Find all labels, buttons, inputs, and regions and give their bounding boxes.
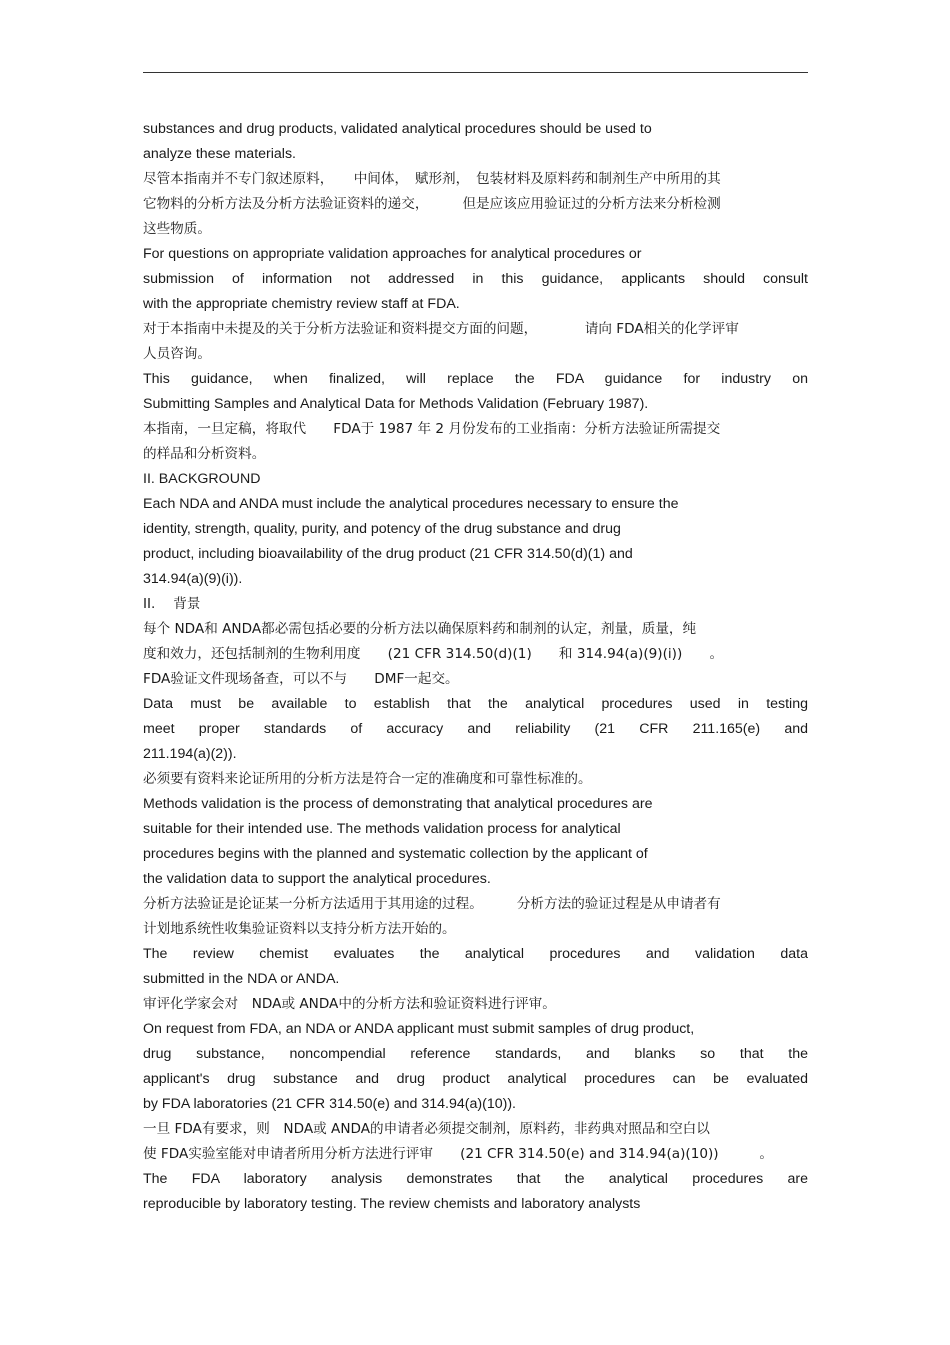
paragraph-line-zh: 必须要有资料来论证所用的分析方法是符合一定的准确度和可靠性标准的。 bbox=[143, 771, 592, 787]
paragraph-line-en: analyze these materials. bbox=[143, 146, 296, 162]
paragraph-line-en: submission of information not addressed in this guidance, applicants should consult bbox=[143, 271, 808, 287]
paragraph-line-en: product, including bioavailability of the drug product (21 CFR 314.50(d)(1) and bbox=[143, 546, 633, 562]
paragraph-line-zh: 尽管本指南并不专门叙述原料， 中间体， 赋形剂， 包装材料及原料药和制剂生产中所用的其 bbox=[143, 171, 721, 187]
paragraph-line-en: The review chemist evaluates the analytical procedures and validation data bbox=[143, 946, 808, 962]
paragraph-line-en: with the appropriate chemistry review staff at FDA. bbox=[143, 296, 460, 312]
paragraph-line-zh: 这些物质。 bbox=[143, 221, 211, 237]
paragraph-line-zh: FDA验证文件现场备查，可以不与 DMF一起交。 bbox=[143, 671, 459, 687]
paragraph-line-zh: 每个 NDA和 ANDA都必需包括必要的分析方法以确保原料药和制剂的认定，剂量，质量，纯 bbox=[143, 621, 697, 637]
paragraph-line-en: the validation data to support the analytical procedures. bbox=[143, 871, 491, 887]
paragraph-line-en: Each NDA and ANDA must include the analytical procedures necessary to ensure the bbox=[143, 496, 679, 512]
paragraph-line-zh: 的样品和分析资料。 bbox=[143, 446, 266, 462]
paragraph-line-en: by FDA laboratories (21 CFR 314.50(e) and 314.94(a)(10)). bbox=[143, 1096, 516, 1112]
paragraph-line-en: meet proper standards of accuracy and reliability (21 CFR 211.165(e) and bbox=[143, 721, 808, 737]
paragraph-line-zh: 人员咨询。 bbox=[143, 346, 211, 362]
paragraph-line-en: The FDA laboratory analysis demonstrates that the analytical procedures are bbox=[143, 1171, 808, 1187]
paragraph-line-zh: 对于本指南中未提及的关于分析方法验证和资料提交方面的问题， 请向 FDA相关的化学评审 bbox=[143, 321, 739, 337]
paragraph-line-zh: II. 背景 bbox=[143, 596, 201, 612]
paragraph-line-en: For questions on appropriate validation approaches for analytical procedures or bbox=[143, 246, 642, 262]
paragraph-line-zh: 度和效力，还包括制剂的生物利用度 (21 CFR 314.50(d)(1) 和 314.94(a)(9)(i)) 。 bbox=[143, 646, 724, 662]
paragraph-line-en: 314.94(a)(9)(i)). bbox=[143, 571, 243, 587]
paragraph-line-zh: 它物料的分析方法及分析方法验证资料的递交， 但是应该应用验证过的分析方法来分析检测 bbox=[143, 196, 721, 212]
document-body bbox=[143, 117, 808, 1217]
paragraph-line-en: procedures begins with the planned and systematic collection by the applicant of bbox=[143, 846, 648, 862]
paragraph-line-en: Methods validation is the process of demonstrating that analytical procedures are bbox=[143, 796, 653, 812]
paragraph-line-en: applicant's drug substance and drug product analytical procedures can be evaluated bbox=[143, 1071, 808, 1087]
paragraph-line-en: drug substance, noncompendial reference standards, and blanks so that the bbox=[143, 1046, 808, 1062]
paragraph-line-zh: 计划地系统性收集验证资料以支持分析方法开始的。 bbox=[143, 921, 456, 937]
paragraph-line-zh: 本指南，一旦定稿，将取代 FDA于 1987 年 2 月份发布的工业指南：分析方法验证所需提交 bbox=[143, 421, 721, 437]
paragraph-line-en: suitable for their intended use. The methods validation process for analytical bbox=[143, 821, 621, 837]
paragraph-line-en: substances and drug products, validated analytical procedures should be used to bbox=[143, 121, 652, 137]
paragraph-line-zh: 一旦 FDA有要求，则 NDA或 ANDA的申请者必须提交制剂，原料药，非药典对照品和空白以 bbox=[143, 1121, 710, 1137]
paragraph-line-en: 211.194(a)(2)). bbox=[143, 746, 237, 762]
paragraph-line-en: Data must be available to establish that the analytical procedures used in testing bbox=[143, 696, 808, 712]
paragraph-line-en: submitted in the NDA or ANDA. bbox=[143, 971, 340, 987]
paragraph-line-en: On request from FDA, an NDA or ANDA applicant must submit samples of drug product, bbox=[143, 1021, 695, 1037]
header-rule bbox=[143, 72, 808, 73]
paragraph-line-zh: 分析方法验证是论证某一分析方法适用于其用途的过程。 分析方法的验证过程是从申请者有 bbox=[143, 896, 721, 912]
paragraph-line-en: II. BACKGROUND bbox=[143, 471, 261, 487]
paragraph-line-en: This guidance, when finalized, will replace the FDA guidance for industry on bbox=[143, 371, 808, 387]
paragraph-line-en: Submitting Samples and Analytical Data for Methods Validation (February 1987). bbox=[143, 396, 649, 412]
paragraph-line-zh: 审评化学家会对 NDA或 ANDA中的分析方法和验证资料进行评审。 bbox=[143, 996, 556, 1012]
paragraph-line-zh: 使 FDA实验室能对申请者所用分析方法进行评审 (21 CFR 314.50(e) and 314.94(a)(10)) 。 bbox=[143, 1146, 773, 1162]
paragraph-line-en: identity, strength, quality, purity, and potency of the drug substance and drug bbox=[143, 521, 621, 537]
paragraph-line-en: reproducible by laboratory testing. The review chemists and laboratory analysts bbox=[143, 1196, 641, 1212]
